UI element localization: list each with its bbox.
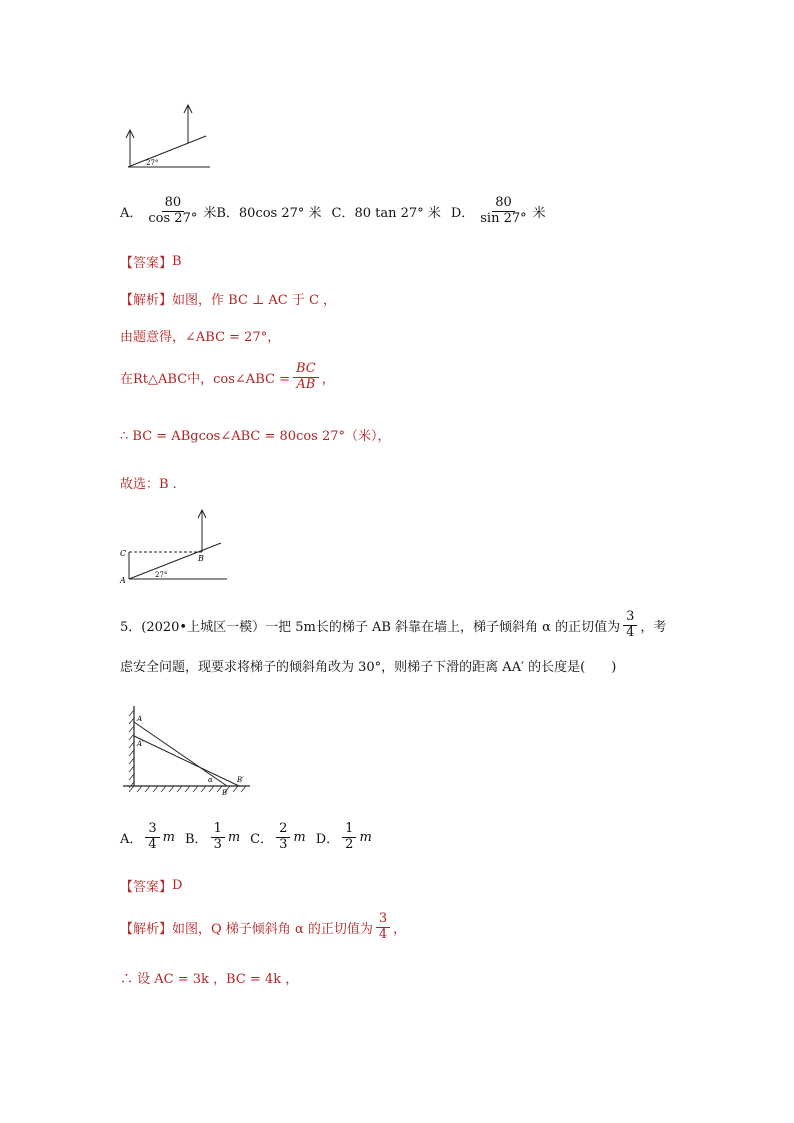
q5-question-line-1: 5．(2020•上城区一模）一把 5m长的梯子 AB 斜靠在墙上，梯子倾斜角 α 的正切值为 $\frac{3}{4}$ ，考 [120, 609, 667, 640]
fig3-label-b: B [222, 789, 228, 797]
q5-solution-line-1: 【解析】 如图，Q 梯子倾斜角 α 的正切值为 $\frac{3}{4}$ ， [120, 911, 407, 942]
q4-solution-line-3: 在Rt△ABC中，cos∠ABC = $\frac{BC}{AB}$ ， [120, 361, 335, 392]
q4-bc-ab-fraction: $\frac{BC}{AB}$ [293, 362, 319, 393]
q5-question-line-2: 虑安全问题，现要求将梯子的倾斜角改为 30°，则梯子下滑的距离 AA′ 的长度是( ) [120, 660, 617, 675]
q5-opt-c-fraction: $\frac{2}{3}$ [276, 822, 290, 853]
fig2-angle-label: 27° [155, 571, 168, 579]
q5-tan-fraction: $\frac{3}{4}$ [623, 610, 637, 641]
q4-solution-line-2: 由题意得，∠ABC = 27°， [120, 330, 281, 345]
q4-solution-line-4: ∴ BC = ABgcos∠ABC = 80cos 27°（米）， [120, 429, 391, 444]
fig3-label-a: A [137, 715, 143, 723]
fig2-label-a: A [120, 576, 126, 585]
fig1-angle-label: 27° [146, 159, 159, 167]
figure-2-slope [115, 500, 235, 586]
fig2-label-b: B [198, 554, 204, 563]
q5-opt-a-fraction: $\frac{3}{4}$ [145, 822, 159, 853]
q5-opt-b-fraction: $\frac{1}{3}$ [211, 822, 225, 853]
fig2-label-c: C [120, 549, 127, 558]
q5-sol-fraction: $\frac{3}{4}$ [376, 912, 390, 943]
q5-answer: 【答案】 D [120, 878, 183, 895]
q4-options: A． $\frac{80}{\cos 27^\circ}$ 米 B．80cos 27° 米 C．80 tan 27° 米 D． $\frac{80}{\sin 27^\circ}$ 米 [120, 195, 546, 226]
fig3-label-b-prime: B′ [237, 776, 244, 784]
q5-solution-line-2: ∴ 设 AC = 3k ，BC = 4k ， [120, 972, 299, 987]
q4-opt-a-fraction: $\frac{80}{\cos 27^\circ}$ [148, 195, 198, 226]
q4-opt-d-fraction: $\frac{80}{\sin 27^\circ}$ [480, 195, 527, 226]
q5-opt-d-fraction: $\frac{1}{2}$ [342, 822, 356, 853]
figure-1-slope [118, 100, 218, 172]
q4-answer: 【答案】 B [120, 254, 182, 271]
q5-options: A． $\frac{3}{4}$ m B． $\frac{1}{3}$ m C． $\frac{2}{3}$ m D． $\frac{1}{2}$ m [120, 821, 372, 852]
q4-solution-line-5: 故选：B . [120, 477, 177, 492]
q4-solution-line-1: 【解析】 如图，作 BC ⊥ AC 于 C ， [120, 293, 337, 308]
figure-3-ladder [115, 700, 255, 800]
fig3-label-a-prime: A′ [137, 740, 144, 748]
fig3-label-alpha: α [208, 776, 213, 784]
